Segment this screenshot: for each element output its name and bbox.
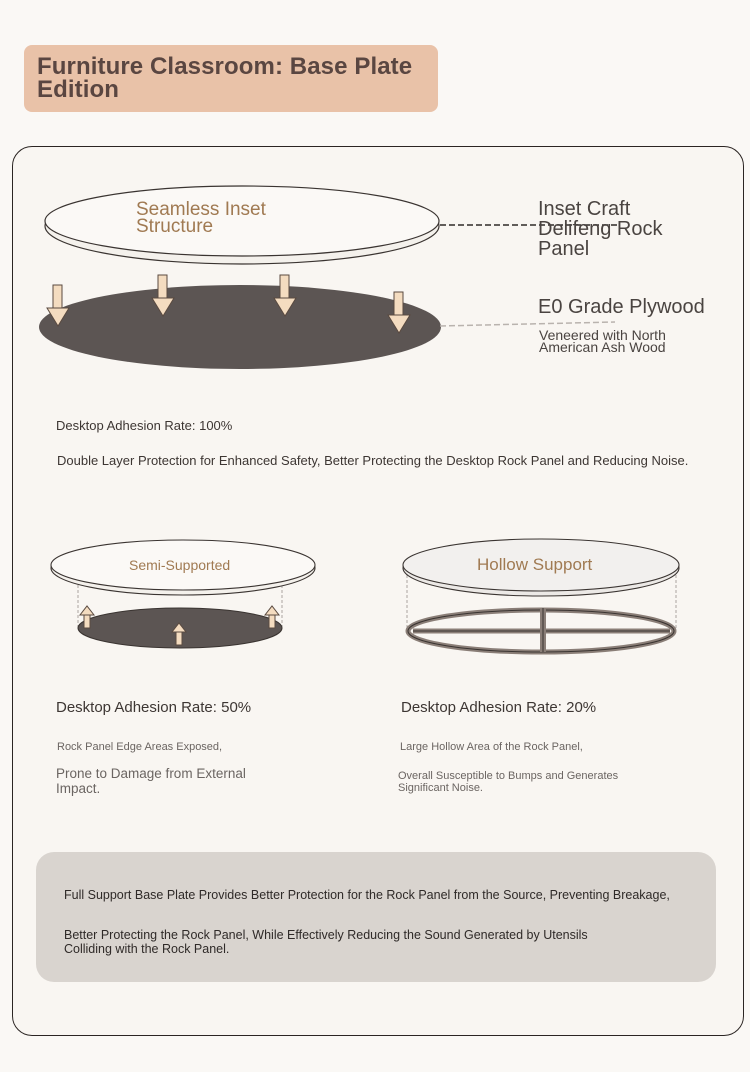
summary-line2: Better Protecting the Rock Panel, While Effectively Reducing the Sound Generated by Utensils Colliding with the Rock Panel. <box>64 928 588 956</box>
plywood-base-plate <box>39 285 441 369</box>
rock-panel-label: Inset Craft Delifeng Rock Panel <box>538 198 663 260</box>
plywood-sub-label: Veneered with North American Ash Wood <box>539 327 666 355</box>
full-support-description: Double Layer Protection for Enhanced Safety, Better Protecting the Desktop Rock Panel and Reducing Noise. <box>57 453 689 468</box>
hollow-support-diagram <box>380 520 720 660</box>
semi-supported-diagram <box>0 520 360 660</box>
full-support-rate: Desktop Adhesion Rate: 100% <box>56 418 233 433</box>
semi-plate-label: Semi-Supported <box>129 557 231 573</box>
summary-line1: Full Support Base Plate Provides Better Protection for the Rock Panel from the Source, Preventing Breakage, <box>64 888 670 902</box>
summary-box <box>36 852 716 982</box>
hollow-line2: Overall Susceptible to Bumps and Generates Significant Noise. <box>398 770 619 794</box>
semi-line1: Rock Panel Edge Areas Exposed, <box>57 741 223 753</box>
plywood-label: E0 Grade Plywood <box>538 296 705 318</box>
hollow-line1: Large Hollow Area of the Rock Panel, <box>400 741 583 753</box>
hollow-plate-label: Hollow Support <box>477 555 593 574</box>
leader-line-plywood <box>440 322 615 326</box>
hollow-rate: Desktop Adhesion Rate: 20% <box>401 699 597 716</box>
top-plate-label: Seamless Inset Structure <box>136 199 266 237</box>
semi-rate: Desktop Adhesion Rate: 50% <box>56 699 252 716</box>
semi-line2: Prone to Damage from External Impact. <box>56 766 246 796</box>
page-title: Furniture Classroom: Base Plate Edition <box>37 53 413 103</box>
